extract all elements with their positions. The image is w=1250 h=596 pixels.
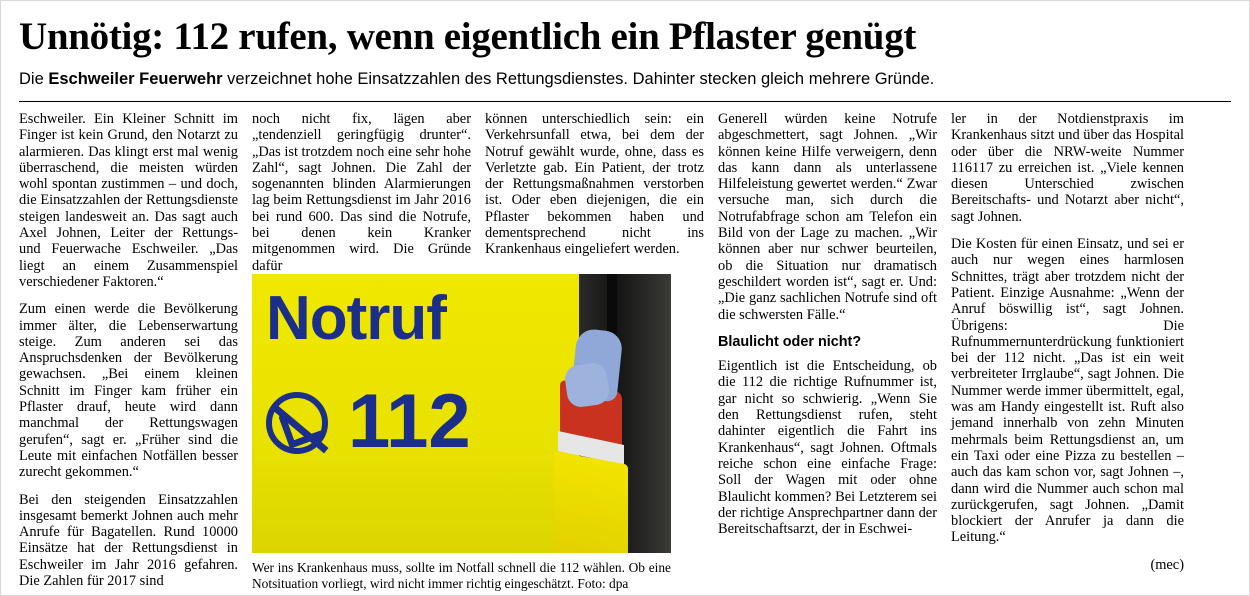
paragraph: Eigentlich ist die Entscheidung, ob die 112 die richtige Rufnummer ist, gar nicht so schwierig. „Wenn Sie den Rettungsdienst rufen, steht dahinter eigentlich die Fahrt ins Krankenhaus“, sagt Johnen. Oftmals reiche schon eine einfache Frage: Soll der Wagen mit oder ohne Blaulicht kommen? Bei Letzterem sei der richtige Ansprechpartner dann der Bereitschaftsarzt, der in Eschwei- (718, 358, 937, 538)
paragraph: noch nicht fix, lägen aber „tendenziell geringfügig drunter“. „Das ist trotzdem noch eine sehr hohe Zahl“, sagt Johnen. Die Zahl der sogenannten blinden Alarmierungen lag beim Rettungsdienst im Jahr 2016 bei rund 600. Das sind die Notrufe, bei denen kein Kranker mitgenommen wird. Die Gründe dafür (252, 111, 471, 274)
paragraph: Generell würden keine Notrufe abgeschmettert, sagt Johnen. „Wir können keine Hilfe verweigern, denn das kann dann als unterlassene Hilfeleistung gewertet werden.“ Zwar versuche man, sich durch die Notrufabfrage schon am Telefon ein Bild von der Lage zu machen. „Wir können aber nur schwer beurteilen, ob die Situation nur dramatisch geschildert worden ist“, sagt er. Und: „Die ganz sachlichen Notrufe sind oft die schwersten Fälle.“ (718, 111, 937, 323)
photo-credit: Foto: dpa (577, 575, 629, 591)
author-signature: (mec) (1150, 556, 1184, 573)
phone-handset-icon (266, 392, 328, 454)
column-3 (485, 111, 718, 591)
subheadline-emphasis: Eschweiler Feuerwehr (48, 70, 223, 88)
article-columns (19, 111, 1231, 591)
column-5 (951, 111, 1184, 591)
sign-number-112: 112 (348, 379, 471, 464)
paragraph: Zum einen werde die Bevölkerung immer älter, die Lebenserwartung steige. Zum anderen sei das Anspruchsdenken der Bevölkerung gewachsen. „Bei einem kleinen Schnitt im Finger kam früher ein Pflaster drauf, heute wird dann manchmal der Rettungswagen gerufen“, sagt er. „Früher sind die Leute mit einfachen Notfällen besser zurecht gekommen.“ (19, 301, 238, 481)
paragraph: Die Kosten für einen Einsatz, und sei er auch nur wegen eines harmlosen Schnittes, trägt aber trotzdem nicht der Patient. Einzige Ausnahme: „Wenn der Anruf böswillig ist“, sagt Johnen. Übrigens: Die Rufnummernunterdrückung funktioniert bei der 112 nicht. „Das ist ein weit verbreiteter Irrglaube“, sagt Johnen. Die Nummer werde immer übermittelt, egal, was am Handy eingestellt ist. Ruft also jemand innerhalb von zehn Minuten mehrmals beim Rettungsdienst an, um ein Taxi oder eine Pizza zu bestellen – auch das kam schon vor, sagt Johnen –, dann wird die Nummer auch schon mal zurückgerufen, sagt Johnen. „Damit blockiert der Anrufer ja dann die Leitung.“ (951, 236, 1184, 546)
paragraph: ler in der Notdienstpraxis im Krankenhaus sitzt und über das Hospital oder über die NRW-weite Nummer 116117 zu erreichen ist. „Viele kennen diesen Unterschied zwischen Bereitschafts- und Notarzt aber nicht“, sagt Johnen. (951, 111, 1184, 225)
paragraph: können unterschiedlich sein: ein Verkehrsunfall etwa, bei dem der Notruf gewählt wurde, ohne, dass es Verletzte gab. Ein Patient, der trotz der Rettungsmaßnahmen verstorben ist. Oder eben diejenigen, die ein Pflaster bekommen haben und dementsprechend nicht ins Krankenhaus eingeliefert werden. (485, 111, 704, 258)
column-1 (19, 111, 252, 591)
subheadline (19, 69, 1231, 89)
paragraph: Eschweiler. Ein Kleiner Schnitt im Finger ist kein Grund, den Notarzt zu alarmieren. Das klingt erst mal wenig überraschend, die meisten würden wohl spontan zustimmen – und doch, die Einsatzzahlen der Rettungsdienste steigen landesweit an. Das sagt auch Axel Johnen, Leiter der Rettungs- und Feuerwache Eschweiler. „Das liegt an einem Zusammenspiel verschiedener Faktoren.“ (19, 111, 238, 290)
header-divider (19, 101, 1231, 102)
subheadline-pre: Die (19, 70, 49, 88)
column-4 (718, 111, 951, 591)
photo-caption-text: Wer ins Krankenhaus muss, sollte im Notfall schnell die 112 wählen. Ob eine Notsituation vorliegt, wird nicht immer richtig eingeschätzt. (252, 560, 671, 591)
section-subtitle: Blaulicht oder nicht? (718, 333, 862, 350)
subheadline-post: verzeichnet hohe Einsatzzahlen des Rettungsdienstes. Dahinter stecken gleich mehrere Gründe. (222, 70, 935, 88)
paragraph: Bei den steigenden Einsatzzahlen insgesamt bemerkt Johnen auch mehr Anrufe für Bagatellen. Rund 10000 Einsätze hat der Rettungsdienst in Eschweiler im Jahr 2016 gefahren. Die Zahlen für 2017 sind (19, 491, 238, 590)
page-title: Unnötig: 112 rufen, wenn eigentlich ein Pflaster genügt (19, 15, 917, 58)
sign-word-notruf: Notruf (266, 284, 446, 353)
